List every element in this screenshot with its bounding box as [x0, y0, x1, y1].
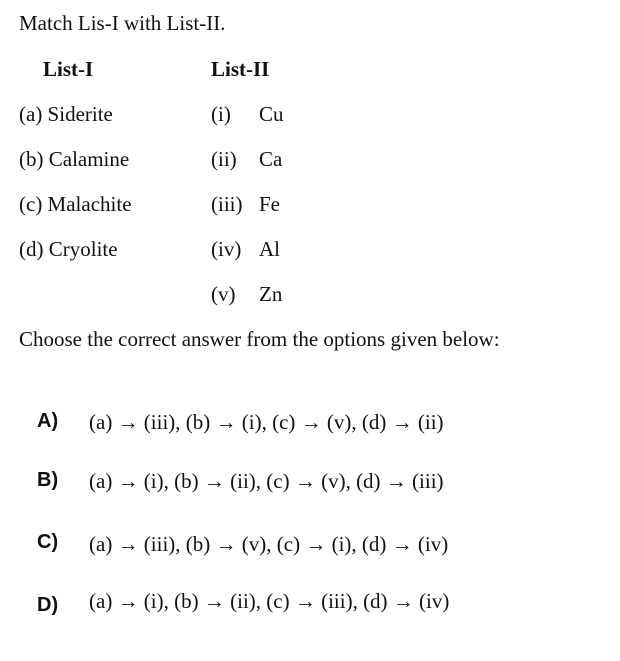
list2-elem-i: Cu	[259, 102, 284, 126]
list2-elem-iii: Fe	[259, 192, 280, 216]
option-d-letter: D)	[37, 594, 59, 616]
option-c-text: (a) → (iii), (b) → (v), (c) → (i), (d) → (iv)	[89, 532, 449, 556]
question-prompt: Choose the correct answer from the options given below:	[19, 327, 500, 351]
list1-item-d: (d) Cryolite	[19, 237, 118, 261]
option-d-text: (a) → (i), (b) → (ii), (c) → (iii), (d) → (iv)	[89, 589, 450, 613]
list2-num-ii: (ii)	[211, 147, 237, 171]
list2-num-v: (v)	[211, 282, 236, 306]
list1-item-a: (a) Siderite	[19, 102, 113, 126]
list2-num-iv: (iv)	[211, 237, 242, 261]
list1-item-c: (c) Malachite	[19, 192, 132, 216]
option-c-letter: C)	[37, 531, 59, 553]
list2-num-i: (i)	[211, 102, 231, 126]
list2-num-iii: (iii)	[211, 192, 243, 216]
option-a-text: (a) → (iii), (b) → (i), (c) → (v), (d) → (ii)	[89, 410, 444, 434]
option-b-letter: B)	[37, 469, 59, 491]
option-b-text: (a) → (i), (b) → (ii), (c) → (v), (d) → (iii)	[89, 469, 444, 493]
list2-elem-v: Zn	[259, 282, 283, 306]
question-title: Match Lis-I with List-II.	[19, 11, 226, 35]
list2-elem-iv: Al	[259, 237, 280, 261]
list1-item-b: (b) Calamine	[19, 147, 130, 171]
list2-header: List-II	[211, 57, 270, 81]
list1-header: List-I	[43, 57, 94, 81]
list2-elem-ii: Ca	[259, 147, 283, 171]
option-a-letter: A)	[37, 410, 59, 432]
